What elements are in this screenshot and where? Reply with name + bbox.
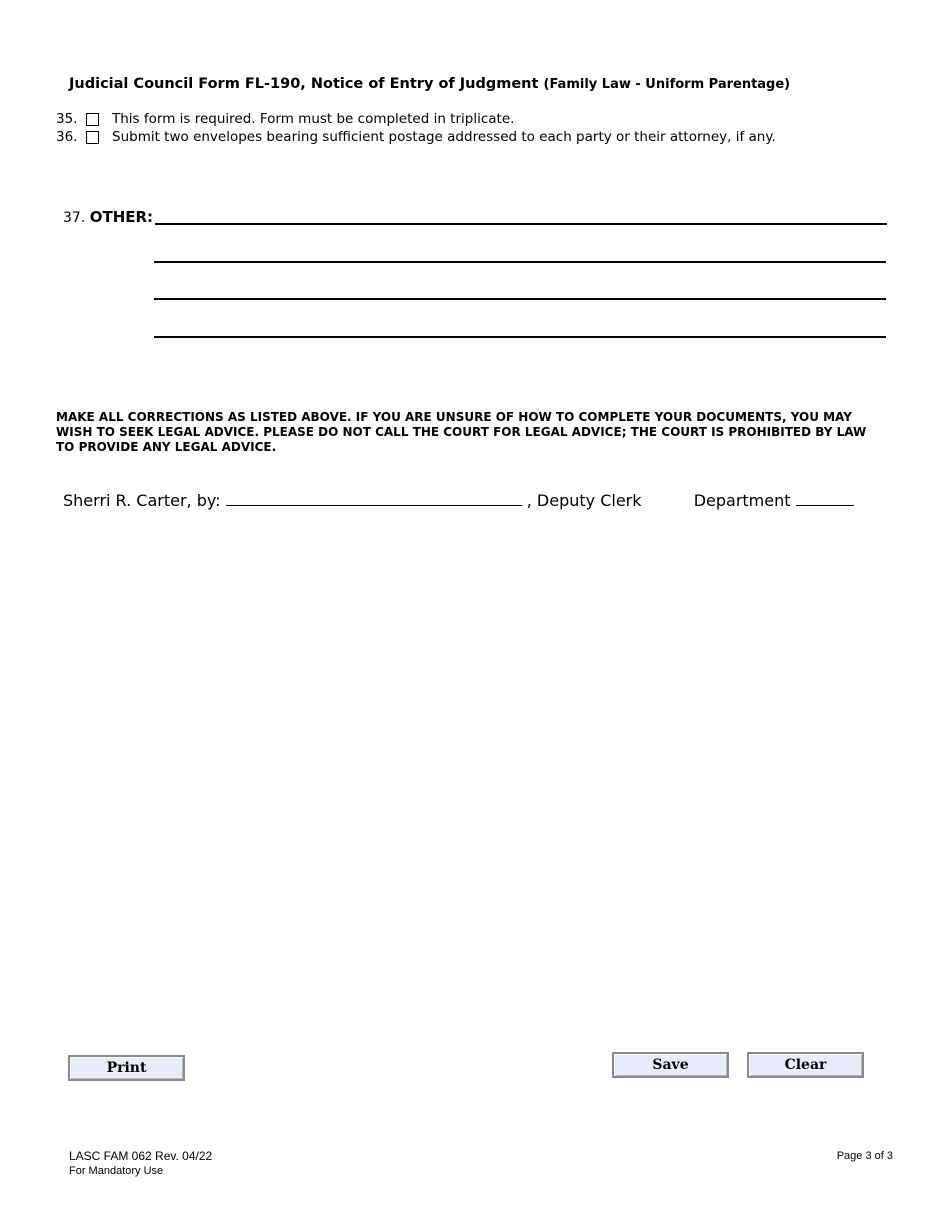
checklist-item-35 — [56, 111, 514, 127]
page-number: Page 3 of 3 — [836, 1150, 893, 1162]
legal-notice: MAKE ALL CORRECTIONS AS LISTED ABOVE. IF YOU ARE UNSURE OF HOW TO COMPLETE YOUR DOCUMENTS, YOU MAY WISH TO SEEK LEGAL ADVICE. PLEASE DO NOT CALL THE COURT FOR LEGAL ADVICE; THE COURT IS PROHIBITED BY LAW TO PROVIDE ANY LEGAL ADVICE. — [56, 410, 867, 454]
department-field[interactable] — [796, 491, 854, 506]
form-usage: For Mandatory Use — [69, 1165, 164, 1177]
deputy-clerk-label: , Deputy Clerk — [526, 491, 642, 510]
checklist-item-36 — [56, 129, 776, 145]
item-text: Submit two envelopes bearing sufficient postage addressed to each party or their attorney, if any. — [112, 129, 776, 145]
footer-form-info — [69, 1149, 212, 1179]
other-input-line-1[interactable] — [155, 223, 887, 225]
item-36-checkbox[interactable] — [86, 131, 99, 144]
item-number: 36. — [56, 129, 78, 145]
other-heading: OTHER: — [89, 208, 154, 226]
other-label — [63, 208, 153, 226]
form-title — [69, 76, 790, 92]
clerk-name: Sherri R. Carter, by: — [63, 491, 221, 510]
other-input-line-2[interactable] — [154, 261, 886, 263]
form-title-subtitle: (Family Law - Uniform Parentage) — [543, 77, 791, 92]
other-input-line-4[interactable] — [154, 336, 886, 338]
form-code: LASC FAM 062 Rev. 04/22 — [69, 1149, 213, 1163]
deputy-clerk-field[interactable] — [226, 491, 522, 506]
item-35-checkbox[interactable] — [86, 113, 99, 126]
signature-row — [63, 491, 854, 510]
item-text: This form is required. Form must be completed in triplicate. — [112, 111, 515, 127]
save-button[interactable]: Save — [612, 1052, 729, 1078]
clear-button[interactable]: Clear — [747, 1052, 864, 1078]
form-title-main: Judicial Council Form FL-190, Notice of Entry of Judgment — [69, 76, 539, 92]
print-button[interactable]: Print — [68, 1055, 185, 1081]
department-label: Department — [693, 491, 791, 510]
item-number: 35. — [56, 111, 78, 127]
other-number: 37. — [63, 210, 86, 226]
other-input-line-3[interactable] — [154, 298, 886, 300]
